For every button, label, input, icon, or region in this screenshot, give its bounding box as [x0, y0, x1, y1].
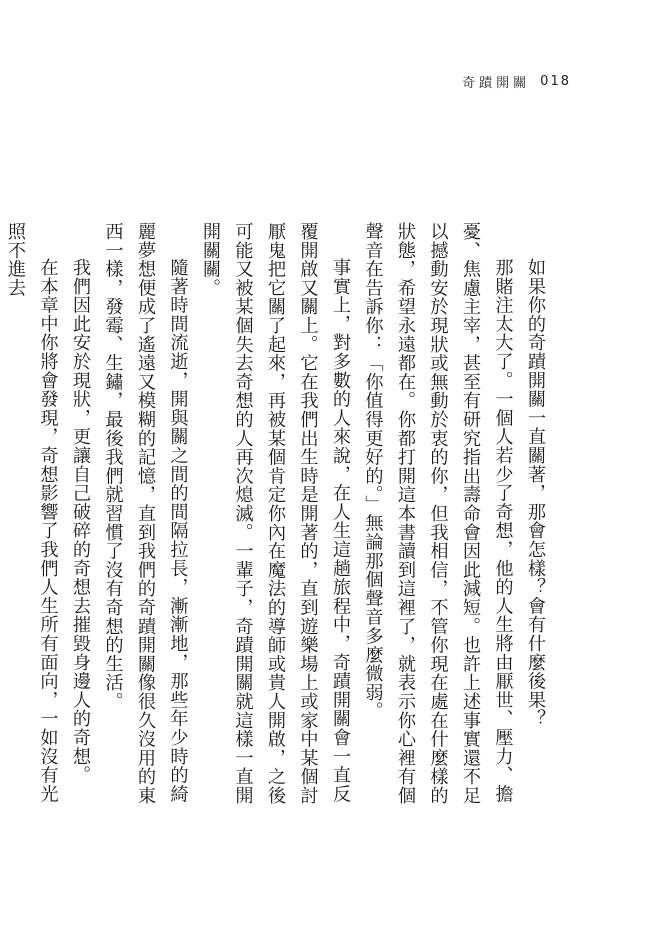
page-number: 018 — [540, 74, 571, 89]
body-text — [0, 222, 551, 812]
chapter-title: 奇蹟開關 — [462, 76, 531, 91]
paragraph: 那賭注太大了。一個人若少了奇想，他的人生將由厭世、壓力、擔憂、焦慮主宰，甚至有研究指出壽命會因此減短。也許上述事實還不足以撼動安於現狀或無動於衷的你，但我相信，不管你現在處在什麼樣的狀態，希望永遠都在。你都打開這本書讀到這裡了，就表示你心裡有個聲音在告訴你：「你值得更好的。」無論那個聲音多麼微弱。 — [362, 222, 514, 805]
paragraph: 我們因此安於現狀，更讓自己破碎的奇想去摧毀身邊人的奇想。 — [70, 258, 91, 785]
paragraph: 隨著時間流逝，開與關之間的間隔拉長，漸漸地，那些年少時的綺麗夢想便成了遙遠又模糊的記憶，直到我們的奇蹟開關像很久沒用的東西一樣，發霉、生鏽，最後我們就習慣了沒有奇想的生活。 — [102, 222, 189, 805]
paragraph: 事實上，對多數的人來說，在人生這趟旅程中，奇蹟開關會一直反覆開啟又關上。它在我們出生時是開著的，直到遊樂場上或家中某個討厭鬼把它關了起來，再被某個肯定你內在魔法的導師或貴人開啟，之後可能又被某個失去奇想的人再次熄滅。一輩子，奇蹟開關就這樣一直開開關關。 — [200, 222, 351, 805]
paragraph: 在本章中你將會發現，奇想影響了我們人生所有面向，一如沒有光照不進去 — [5, 222, 59, 804]
running-header — [462, 72, 571, 91]
paragraph: 如果你的奇蹟開關一直關著，那會怎樣？會有什麼後果？ — [525, 258, 546, 729]
